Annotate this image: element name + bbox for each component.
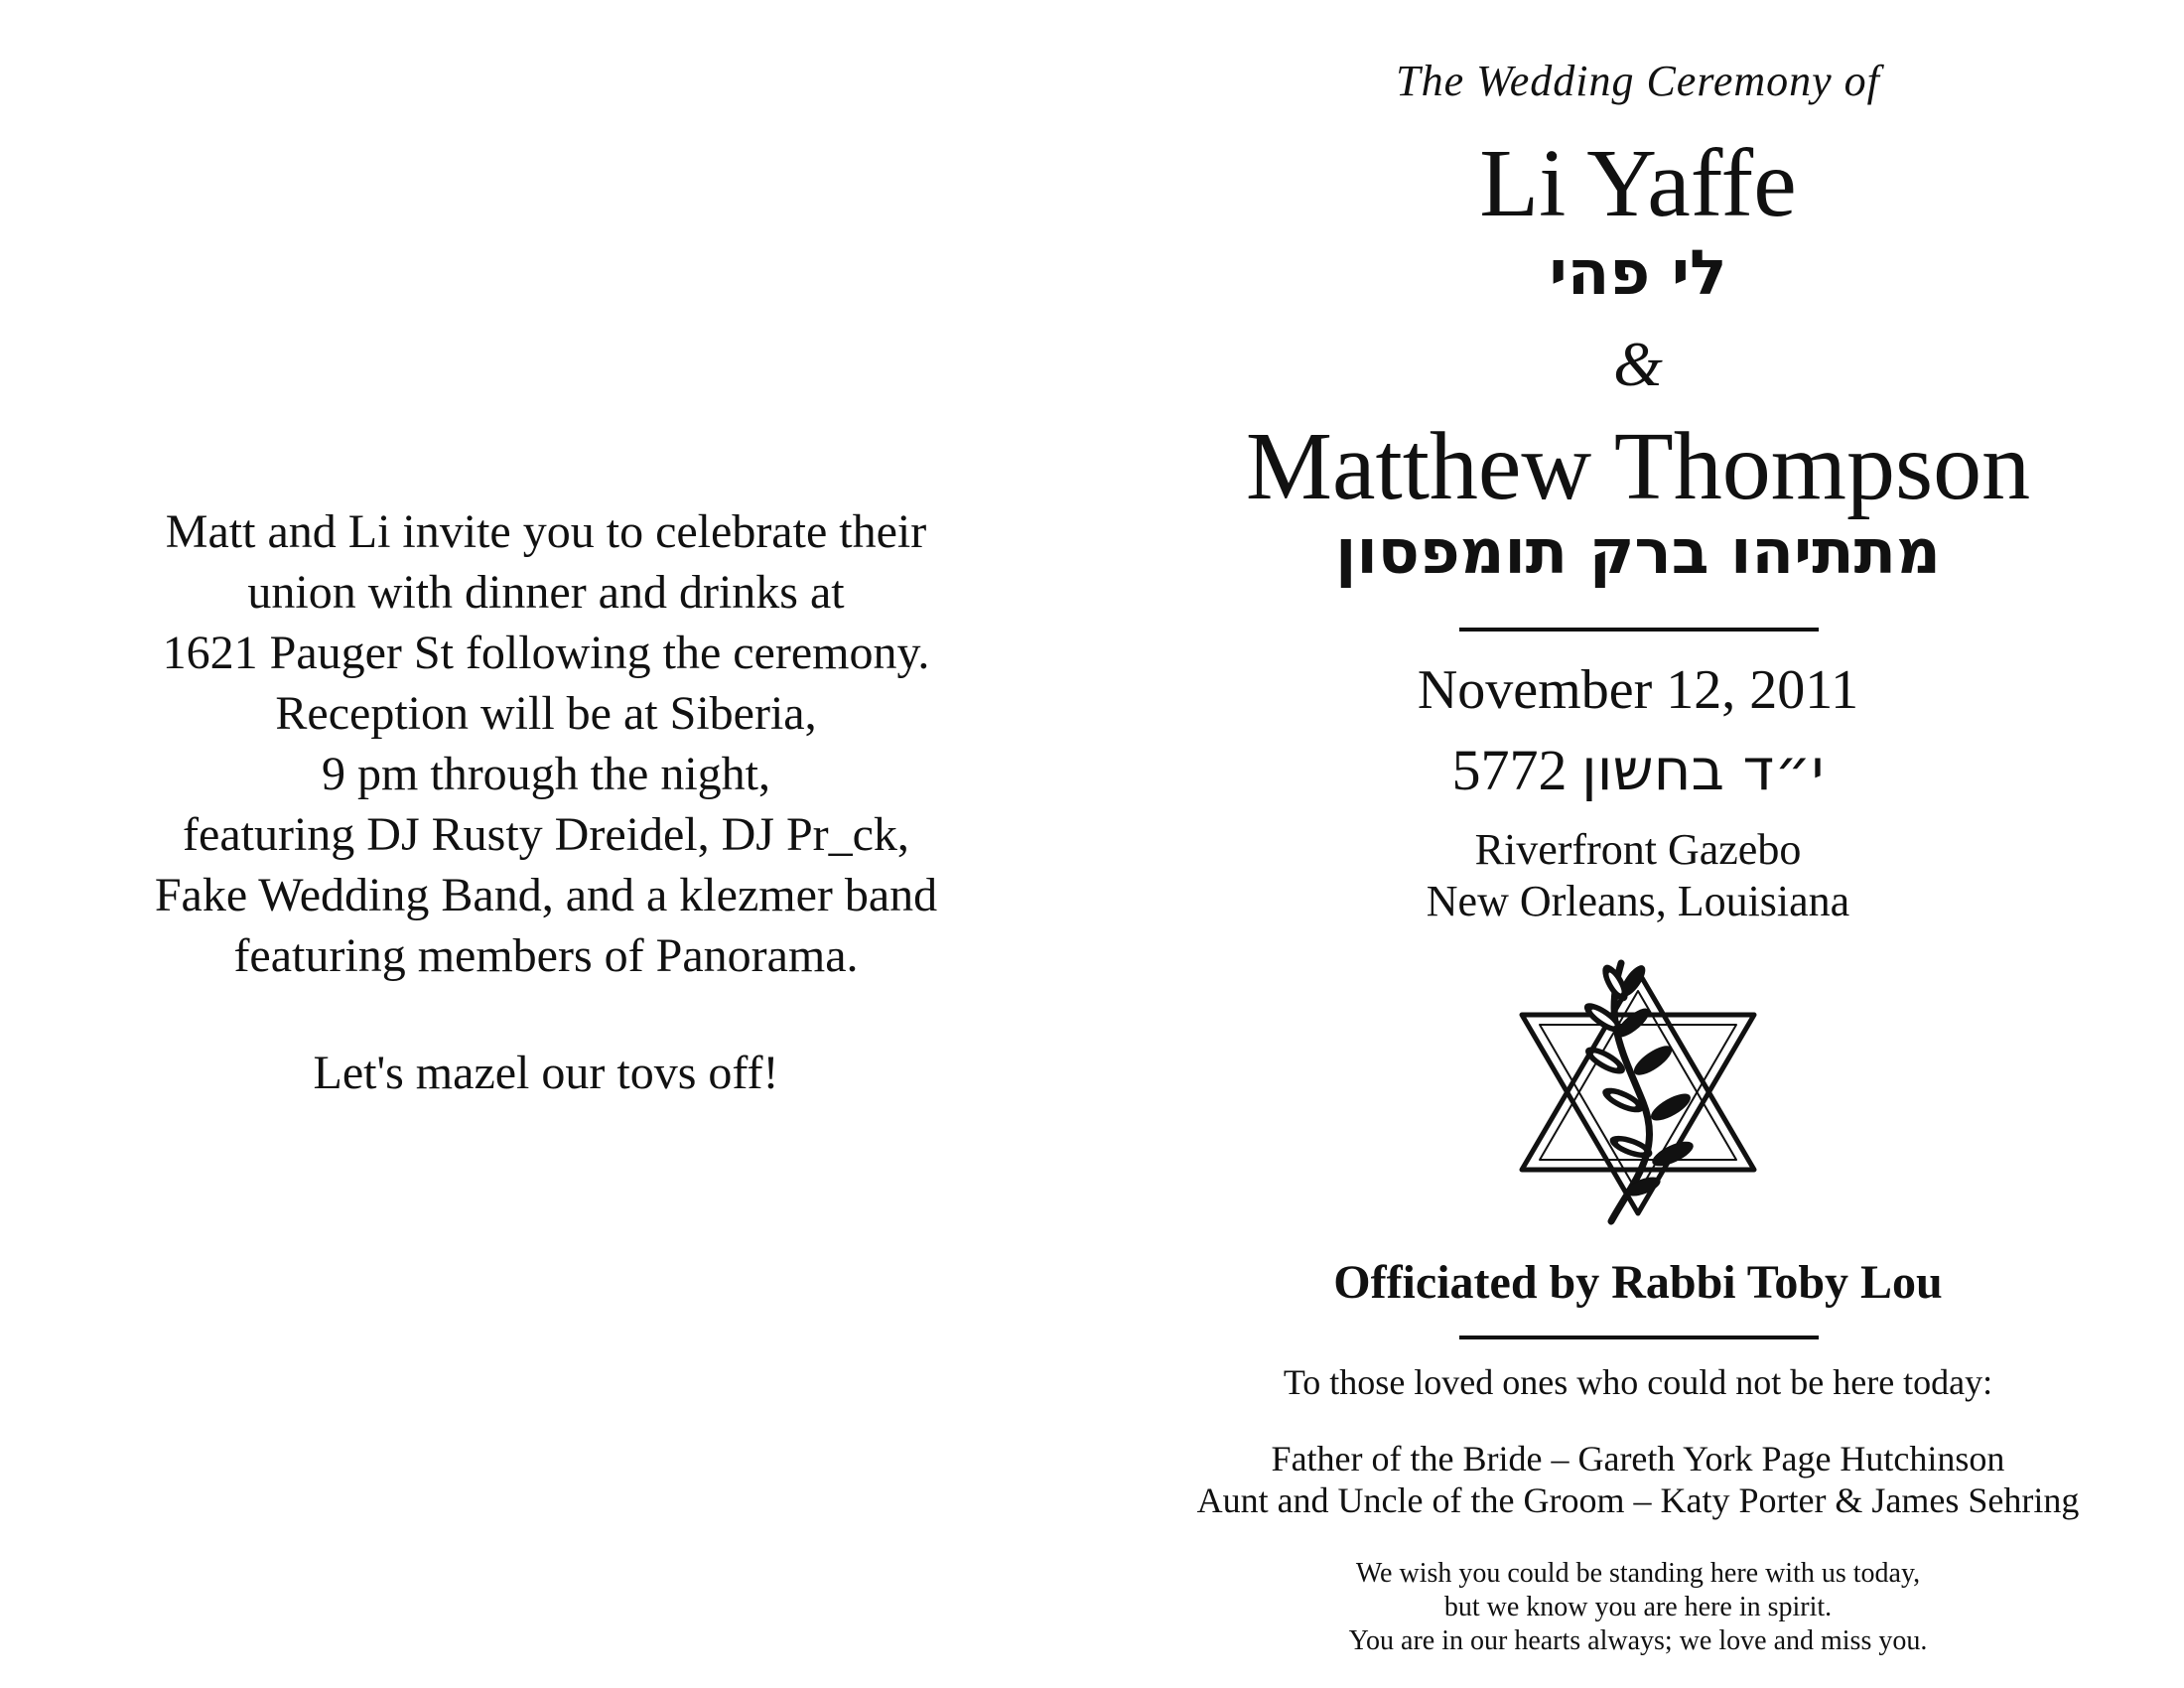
venue-name: Riverfront Gazebo [1474,825,1802,874]
memorial-note-line: but we know you are here in spirit. [1443,1592,1833,1622]
memorial-note [1092,1557,2184,1658]
invitation-line: featuring members of Panorama. [233,929,859,982]
ceremony-program-panel [1092,0,2184,1688]
venue-city: New Orleans, Louisiana [1426,877,1850,925]
venue [1092,824,2184,927]
invitation-line: Matt and Li invite you to celebrate their [165,505,927,558]
groom-name: Matthew Thompson [1245,413,2031,520]
invitation-line: 9 pm through the night, [322,748,770,800]
memorial-intro: To those loved ones who could not be here today: [1283,1362,1993,1402]
ampersand: & [1613,329,1663,399]
invitation-line: Reception will be at Siberia, [275,687,817,740]
memorial-note-line: We wish you could be standing here with us today, [1355,1558,1921,1589]
invitation-line: union with dinner and drinks at [247,566,845,619]
hebrew-date-line [1092,735,2184,805]
star-of-david-with-olive-branch-icon [1494,943,1782,1241]
invitation-closing: Let's mazel our tovs off! [313,1047,779,1099]
memorial-list [1092,1438,2184,1521]
reception-invitation [99,501,993,986]
hebrew-date: י״ד בחשון [1580,736,1825,803]
program-intro: The Wedding Ceremony of [1396,57,1880,105]
invitation-line: featuring DJ Rusty Dreidel, DJ Pr_ck, [183,808,909,861]
officiant: Officiated by Rabbi Toby Lou [1333,1256,1943,1309]
memorial-note-line: You are in our hearts always; we love and miss you. [1348,1625,1928,1656]
bride-name-hebrew: לי פהי [1549,236,1727,309]
invitation-line: 1621 Pauger St following the ceremony. [162,627,930,679]
hebrew-year: 5772 [1451,738,1568,802]
memorial-line: Father of the Bride – Gareth York Page Hutchinson [1271,1439,2005,1478]
bride-name: Li Yaffe [1479,130,1797,237]
divider [1459,628,1819,632]
memorial-line: Aunt and Uncle of the Groom – Katy Porter & James Sehring [1196,1480,2080,1520]
divider [1459,1336,1819,1339]
ceremony-date: November 12, 2011 [1417,659,1859,721]
invitation-line: Fake Wedding Band, and a klezmer band [154,869,938,921]
groom-name-hebrew: מתתיהו ברק תומפסון [1335,515,1941,588]
